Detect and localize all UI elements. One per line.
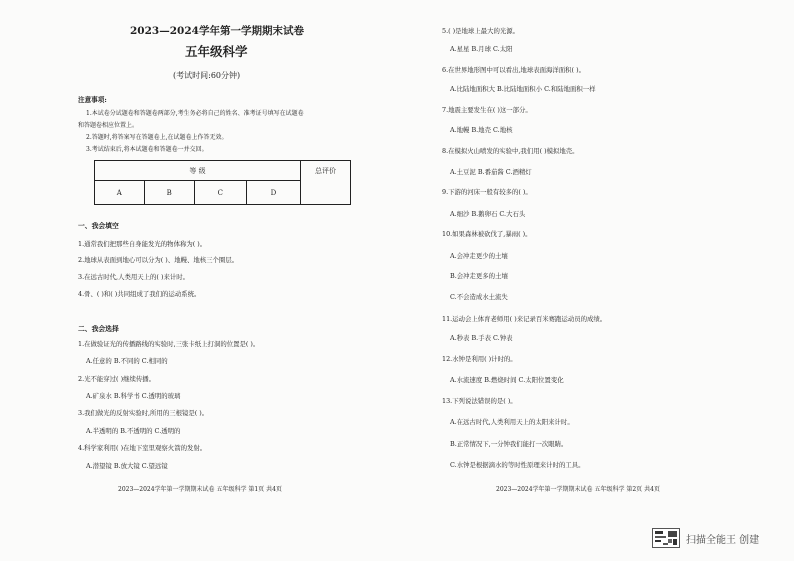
notice-line: 1.本试卷分试题卷和答题卷两部分,考生务必将自己的姓名、准考证号填写在试题卷	[86, 110, 304, 117]
notice-title: 注意事项:	[78, 96, 107, 104]
question-item: 8.在模拟火山喷发的实验中,我们用( )模拟地壳。	[442, 147, 579, 155]
page-footer: 2023—2024学年第一学期期末试卷 五年级科学 第2页 共4页	[496, 486, 660, 493]
scanner-watermark	[652, 527, 792, 549]
answer-option: B.会冲走更多的土壤	[450, 272, 508, 280]
page-one	[70, 0, 370, 500]
question-item: 5.( )是地球上最大的光源。	[442, 27, 520, 35]
answer-options: A.细沙 B.鹅卵石 C.大石头	[450, 210, 526, 218]
exam-subject: 五年级科学	[185, 44, 248, 59]
question-item: 3.在远古时代,人类用天上的( )来计时。	[78, 273, 190, 281]
question-item: 10.如果森林被砍伐了,暴雨( )。	[442, 230, 532, 238]
grade-cell: D	[246, 181, 300, 205]
page-two	[440, 0, 770, 500]
notice-line: 和答题卷相应位置上。	[78, 122, 139, 129]
grade-cell: A	[95, 181, 145, 205]
answer-options: A.潜望镜 B.放大镜 C.望远镜	[86, 462, 168, 470]
answer-option: C.不会造成水土流失	[450, 293, 508, 301]
question-item: 2.地球从表面到地心可以分为( )、地幔、地核三个圈层。	[78, 256, 239, 264]
answer-options: A.矿泉水 B.科学书 C.透明的玻璃	[86, 392, 181, 400]
question-item: 7.地震主要发生在( )这一部分。	[442, 106, 532, 114]
section-fill-in: 一、我会填空	[78, 222, 119, 230]
grade-cell: C	[194, 181, 246, 205]
notice-line: 3.考试结束后,将本试题卷和答题卷一并交回。	[86, 146, 208, 153]
question-item: 6.在世界地形图中可以看出,地球表面海洋面积( )。	[442, 66, 585, 74]
answer-options: A.比陆地面积大 B.比陆地面积小 C.和陆地面积一样	[450, 85, 596, 93]
question-item: 12.水钟是利用( )计时的。	[442, 355, 517, 363]
question-item: 13.下列说法错误的是( )。	[442, 397, 517, 405]
exam-duration: (考试时间:60分钟)	[173, 71, 241, 80]
answer-option: A.在远古时代,人类利用天上的太阳来计时。	[450, 418, 574, 426]
question-item: 2.光不能穿过( )继续传播。	[78, 375, 156, 383]
total-evaluation-label: 总评价	[301, 161, 351, 205]
answer-option: A.会冲走更少的土壤	[450, 252, 508, 260]
answer-options: A.土豆泥 B.番茄酱 C.酒精灯	[450, 168, 532, 176]
watermark-text: 扫描全能王 创建	[686, 535, 760, 546]
question-item: 9.下游的河床一般有较多的( )。	[442, 188, 532, 196]
answer-options: A.秒表 B.手表 C.钟表	[450, 334, 513, 342]
question-item: 4.科学家利用( )在地下室里观察火箭的发射。	[78, 444, 207, 452]
grade-table	[94, 160, 351, 205]
answer-option: B.正常情况下,一分钟我们能打一次眼睛。	[450, 440, 568, 448]
grade-header: 等 级	[95, 161, 301, 181]
notice-line: 2.答题时,将答案写在答题卷上,在试题卷上作答无效。	[86, 134, 228, 141]
page-footer: 2023—2024学年第一学期期末试卷 五年级科学 第1页 共4页	[118, 486, 282, 493]
answer-options: A.水流速度 B.燃烧时间 C.太阳位置变化	[450, 376, 564, 384]
exam-title: 2023—2024学年第一学期期末试卷	[130, 25, 304, 37]
answer-options: A.星星 B.月球 C.太阳	[450, 45, 513, 53]
grade-cell: B	[144, 181, 194, 205]
question-item: 3.我们做光的反射实验时,所用的三根镜是( )。	[78, 409, 209, 417]
section-choice: 二、我会选择	[78, 325, 119, 333]
camscanner-logo-icon	[652, 528, 680, 548]
answer-options: A.地幔 B.地壳 C.地核	[450, 126, 513, 134]
question-item: 1.在做验证光的传播路线的实验时,三张卡纸上打洞的位置是( )。	[78, 340, 260, 348]
answer-options: A.半透明的 B.不透明的 C.透明的	[86, 427, 181, 435]
question-item: 4.骨、( )和( )共同组成了我们的运动系统。	[78, 290, 201, 298]
answer-option: C.水钟是根据滴水的等时性原理来计时的工具。	[450, 461, 585, 469]
question-item: 1.通常我们把那些自身能发光的物体称为( )。	[78, 240, 207, 248]
question-item: 11.运动会上体育老师用( )来记录百米赛跑运动员的成绩。	[442, 315, 607, 323]
answer-options: A.任意的 B.不同的 C.相同的	[86, 357, 168, 365]
